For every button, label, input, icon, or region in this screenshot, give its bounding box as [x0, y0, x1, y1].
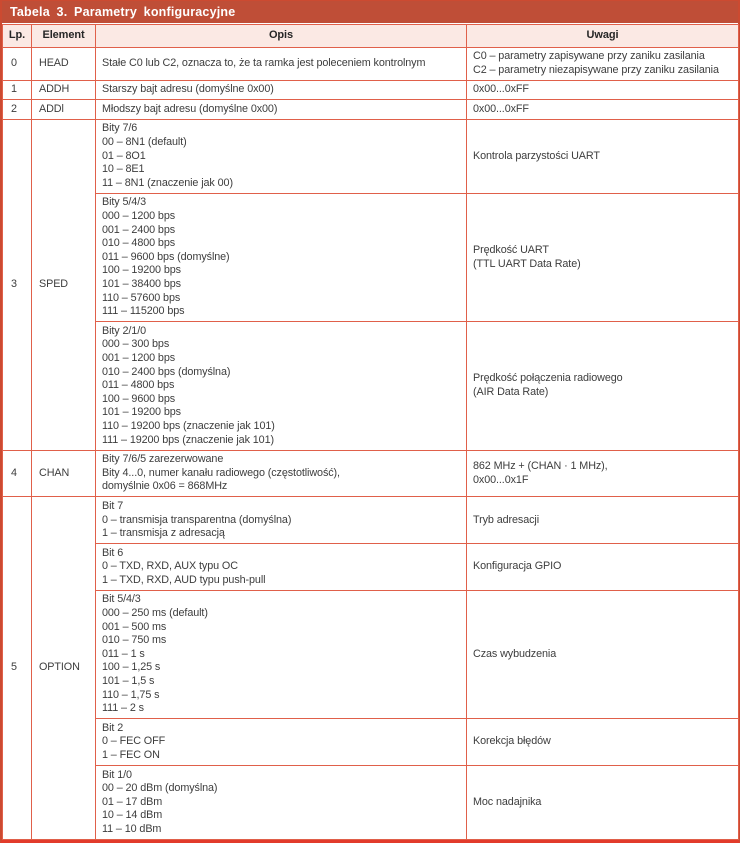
- element-cell: ADDH: [32, 80, 96, 100]
- uwagi-cell: [467, 119, 739, 193]
- opis-cell-line: 0 – FEC OFF: [102, 735, 166, 748]
- uwagi-cell-line: (AIR Data Rate): [473, 385, 549, 398]
- column-header-uwagi: Uwagi: [467, 25, 739, 48]
- opis-cell-line: 100 – 1,25 s: [102, 661, 161, 674]
- table-row: [3, 544, 739, 591]
- opis-cell-line: 011 – 9600 bps (domyślne): [102, 250, 230, 263]
- opis-cell-line: 010 – 2400 bps (domyślna): [102, 365, 231, 378]
- opis-cell-line: Bity 2/1/0: [102, 324, 147, 337]
- opis-cell: [96, 450, 467, 497]
- uwagi-cell: [467, 719, 739, 766]
- opis-cell-line: Bit 7: [102, 499, 124, 512]
- element-cell: HEAD: [32, 47, 96, 80]
- opis-cell-line: 01 – 8O1: [102, 149, 146, 162]
- table-row: [3, 497, 739, 544]
- opis-cell-line: Starszy bajt adresu (domyślne 0x00): [102, 83, 274, 96]
- opis-cell-line: 1 – FEC ON: [102, 749, 160, 761]
- uwagi-cell: [467, 590, 739, 718]
- opis-cell-line: Młodszy bajt adresu (domyślne 0x00): [102, 102, 278, 115]
- table-body: [3, 47, 739, 839]
- opis-cell-line: 010 – 4800 bps: [102, 237, 176, 250]
- opis-cell-line: 101 – 19200 bps: [102, 406, 181, 419]
- opis-cell-line: Bit 5/4/3: [102, 593, 141, 606]
- opis-cell-line: 1 – transmisja z adresacją: [102, 527, 225, 540]
- table-row: [3, 590, 739, 718]
- table-row: [3, 47, 739, 80]
- column-header-lp: Lp.: [3, 25, 32, 48]
- opis-cell: [96, 47, 467, 80]
- opis-cell-line: 111 – 115200 bps: [102, 305, 185, 318]
- opis-cell: [96, 719, 467, 766]
- opis-cell: [96, 193, 467, 321]
- row-number-cell: 0: [3, 47, 32, 80]
- element-cell: ADDl: [32, 100, 96, 120]
- element-cell: SPED: [32, 119, 96, 450]
- uwagi-cell-line: C2 – parametry niezapisywane przy zaniku zasilania: [473, 63, 719, 76]
- opis-cell-line: 0 – TXD, RXD, AUX typu OC: [102, 560, 238, 573]
- uwagi-cell: [467, 47, 739, 80]
- opis-cell-line: Bity 5/4/3: [102, 196, 147, 209]
- opis-cell-line: 011 – 4800 bps: [102, 379, 175, 392]
- element-cell: CHAN: [32, 450, 96, 497]
- row-number-cell: 1: [3, 80, 32, 100]
- opis-cell-line: Bit 1/0: [102, 768, 132, 781]
- uwagi-cell-line: C0 – parametry zapisywane przy zaniku zasilania: [473, 50, 705, 63]
- column-header-element: Element: [32, 25, 96, 48]
- table-row: [3, 450, 739, 497]
- opis-cell-line: 110 – 57600 bps: [102, 291, 181, 304]
- opis-cell-line: 1 – TXD, RXD, AUD typu push-pull: [102, 573, 266, 586]
- opis-cell-line: Bity 7/6: [102, 122, 138, 135]
- opis-cell-line: 000 – 250 ms (default): [102, 607, 208, 620]
- uwagi-cell: [467, 193, 739, 321]
- table-row: [3, 80, 739, 100]
- opis-cell-line: 001 – 1200 bps: [102, 351, 176, 364]
- opis-cell-line: domyślnie 0x06 = 868MHz: [102, 480, 228, 493]
- row-number-cell: 3: [3, 119, 32, 450]
- uwagi-cell-line: (TTL UART Data Rate): [473, 257, 581, 270]
- opis-cell: [96, 80, 467, 100]
- uwagi-cell-line: Konfiguracja GPIO: [473, 560, 562, 573]
- opis-cell-line: Bity 4...0, numer kanału radiowego (częstotliwość),: [102, 466, 340, 479]
- uwagi-cell: [467, 450, 739, 497]
- opis-cell-line: 111 – 19200 bps (znaczenie jak 101): [102, 433, 274, 446]
- uwagi-cell-line: Czas wybudzenia: [473, 647, 557, 660]
- config-table: [2, 24, 739, 840]
- uwagi-cell: [467, 322, 739, 450]
- opis-cell-line: 101 – 38400 bps: [102, 278, 181, 290]
- header-row: [3, 25, 739, 48]
- table-row: [3, 719, 739, 766]
- table-row: [3, 119, 739, 193]
- opis-cell-line: 00 – 8N1 (default): [102, 136, 187, 149]
- uwagi-cell: [467, 100, 739, 120]
- uwagi-cell-line: Prędkość połączenia radiowego: [473, 372, 623, 385]
- opis-cell-line: 011 – 1 s: [102, 647, 145, 660]
- row-number-cell: 2: [3, 100, 32, 120]
- opis-cell-line: 01 – 17 dBm: [102, 795, 163, 808]
- uwagi-cell-line: Moc nadajnika: [473, 795, 542, 808]
- row-number-cell: 4: [3, 450, 32, 497]
- uwagi-cell-line: Korekcja błędów: [473, 735, 551, 748]
- opis-cell-line: 100 – 9600 bps: [102, 392, 176, 405]
- opis-cell-line: 10 – 8E1: [102, 163, 145, 176]
- table-row: [3, 766, 739, 840]
- opis-cell-line: 001 – 500 ms: [102, 620, 167, 633]
- opis-cell-line: 111 – 2 s: [102, 702, 144, 715]
- uwagi-cell: [467, 497, 739, 544]
- opis-cell: [96, 497, 467, 544]
- opis-cell: [96, 100, 467, 120]
- opis-cell: [96, 544, 467, 591]
- opis-cell: [96, 590, 467, 718]
- opis-cell-line: 010 – 750 ms: [102, 634, 167, 647]
- opis-cell-line: 000 – 300 bps: [102, 338, 170, 351]
- opis-cell: [96, 119, 467, 193]
- uwagi-cell: [467, 80, 739, 100]
- uwagi-cell-line: 0x00...0xFF: [473, 83, 529, 96]
- uwagi-cell-line: 862 MHz + (CHAN · 1 MHz),: [473, 459, 608, 472]
- table-title: Tabela 3. Parametry konfiguracyjne: [2, 1, 738, 24]
- uwagi-cell: [467, 544, 739, 591]
- opis-cell-line: 001 – 2400 bps: [102, 223, 176, 236]
- opis-cell-line: 110 – 19200 bps (znaczenie jak 101): [102, 419, 275, 432]
- uwagi-cell: [467, 766, 739, 840]
- element-cell: OPTION: [32, 497, 96, 840]
- uwagi-cell-line: Prędkość UART: [473, 244, 549, 257]
- opis-cell-line: 10 – 14 dBm: [102, 809, 163, 822]
- opis-cell-line: Bit 2: [102, 721, 124, 734]
- opis-cell: [96, 766, 467, 840]
- opis-cell-line: 11 – 8N1 (znaczenie jak 00): [102, 176, 233, 189]
- opis-cell-line: 000 – 1200 bps: [102, 210, 176, 223]
- table-row: [3, 322, 739, 450]
- opis-cell-line: 0 – transmisja transparentna (domyślna): [102, 513, 292, 526]
- column-header-opis: Opis: [96, 25, 467, 48]
- table-row: [3, 193, 739, 321]
- uwagi-cell-line: 0x00...0x1F: [473, 473, 529, 486]
- opis-cell: [96, 322, 467, 450]
- opis-cell-line: Bity 7/6/5 zarezerwowane: [102, 453, 224, 466]
- opis-cell-line: Stałe C0 lub C2, oznacza to, że ta ramka jest poleceniem kontrolnym: [102, 56, 426, 69]
- table-row: [3, 100, 739, 120]
- opis-cell-line: 101 – 1,5 s: [102, 675, 155, 688]
- uwagi-cell-line: Tryb adresacji: [473, 513, 540, 526]
- uwagi-cell-line: 0x00...0xFF: [473, 102, 529, 115]
- opis-cell-line: 00 – 20 dBm (domyślna): [102, 782, 218, 795]
- opis-cell-line: Bit 6: [102, 546, 124, 559]
- opis-cell-line: 110 – 1,75 s: [102, 688, 160, 701]
- row-number-cell: 5: [3, 497, 32, 840]
- uwagi-cell-line: Kontrola parzystości UART: [473, 149, 600, 162]
- opis-cell-line: 11 – 10 dBm: [102, 822, 162, 835]
- opis-cell-line: 100 – 19200 bps: [102, 264, 181, 277]
